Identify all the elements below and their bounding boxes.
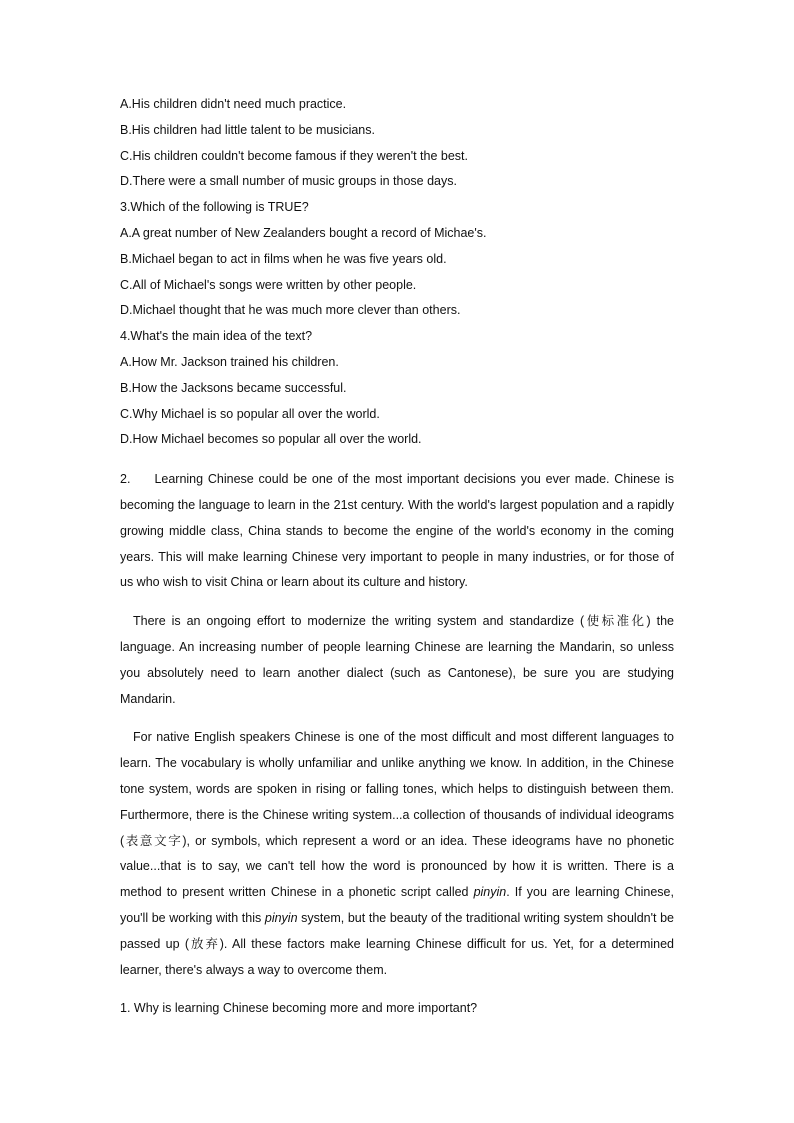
option-line: A.How Mr. Jackson trained his children.: [120, 354, 339, 369]
option-line: A.A great number of New Zealanders bought a record of Michae's.: [120, 225, 487, 240]
passage-paragraph-3: [120, 725, 674, 983]
option-line: D.Michael thought that he was much more clever than others.: [120, 303, 461, 318]
option-line: B.His children had little talent to be musicians.: [120, 122, 375, 137]
answer-options-block: [120, 92, 674, 453]
passage-paragraph-2: There is an ongoing effort to modernize the writing system and standardize (使标准化) the language. An increasing number of people learning Chinese are learning the Mandarin, so unless you absolutely need to learn another dialect (such as Cantonese), be sure you are studying Mandarin.: [120, 614, 674, 706]
question-line: 4.What's the main idea of the text?: [120, 329, 313, 344]
pinyin-term: pinyin: [264, 910, 298, 925]
document-page: [120, 92, 674, 1022]
option-line: C.All of Michael's songs were written by other people.: [120, 277, 417, 292]
question-line: 3.Which of the following is TRUE?: [120, 200, 309, 215]
option-line: B.Michael began to act in films when he was five years old.: [120, 251, 447, 266]
option-line: C.Why Michael is so popular all over the world.: [120, 406, 380, 421]
paragraph-text: Learning Chinese could be one of the most important decisions you ever made. Chinese is becoming the language to learn in the 21st century. With the world's largest population and a rapidly growing middle class, China stands to become the engine of the world's economy in the coming years. This will make learning Chinese very important to people in many industries, or for those of us who wish to visit China or learn about its culture and history.: [120, 472, 674, 590]
option-line: D.How Michael becomes so popular all over the world.: [120, 432, 422, 447]
paragraph-text: For native English speakers Chinese is one of the most difficult and most different languages to learn. The vocabulary is wholly unfamiliar and unlike anything we know. In addition, in the Chinese tone system, words are spoken in rising or falling tones, which helps to distinguish between them. Furthermore, there is the Chinese writing system...a collection of thousands of individual ideograms (表意文字), or symbols, which represent a word or an idea. These ideograms have no phonetic value...that is to say, we can't tell how the word is pronounced by how it is written. There is a method to present written Chinese in a phonetic script called: [120, 730, 674, 900]
option-line: A.His children didn't need much practice.: [120, 97, 347, 111]
passage-paragraph-1: [120, 467, 674, 596]
option-line: D.There were a small number of music groups in those days.: [120, 174, 457, 189]
option-line: C.His children couldn't become famous if they weren't the best.: [120, 148, 468, 163]
question-line: 1. Why is learning Chinese becoming more and more important?: [120, 1001, 478, 1016]
option-line: B.How the Jacksons became successful.: [120, 380, 347, 395]
passage-number: 2.: [120, 472, 131, 487]
paragraph-text: system, but the beauty of the traditional writing system shouldn't be passed up (放弃). All these factors make learning Chinese difficult for us. Yet, for a determined learner, there's always a way to overcome them.: [120, 910, 674, 977]
paragraph-text: . If you are learning Chinese, you'll be working with this: [120, 885, 674, 925]
pinyin-term: pinyin: [473, 885, 507, 900]
